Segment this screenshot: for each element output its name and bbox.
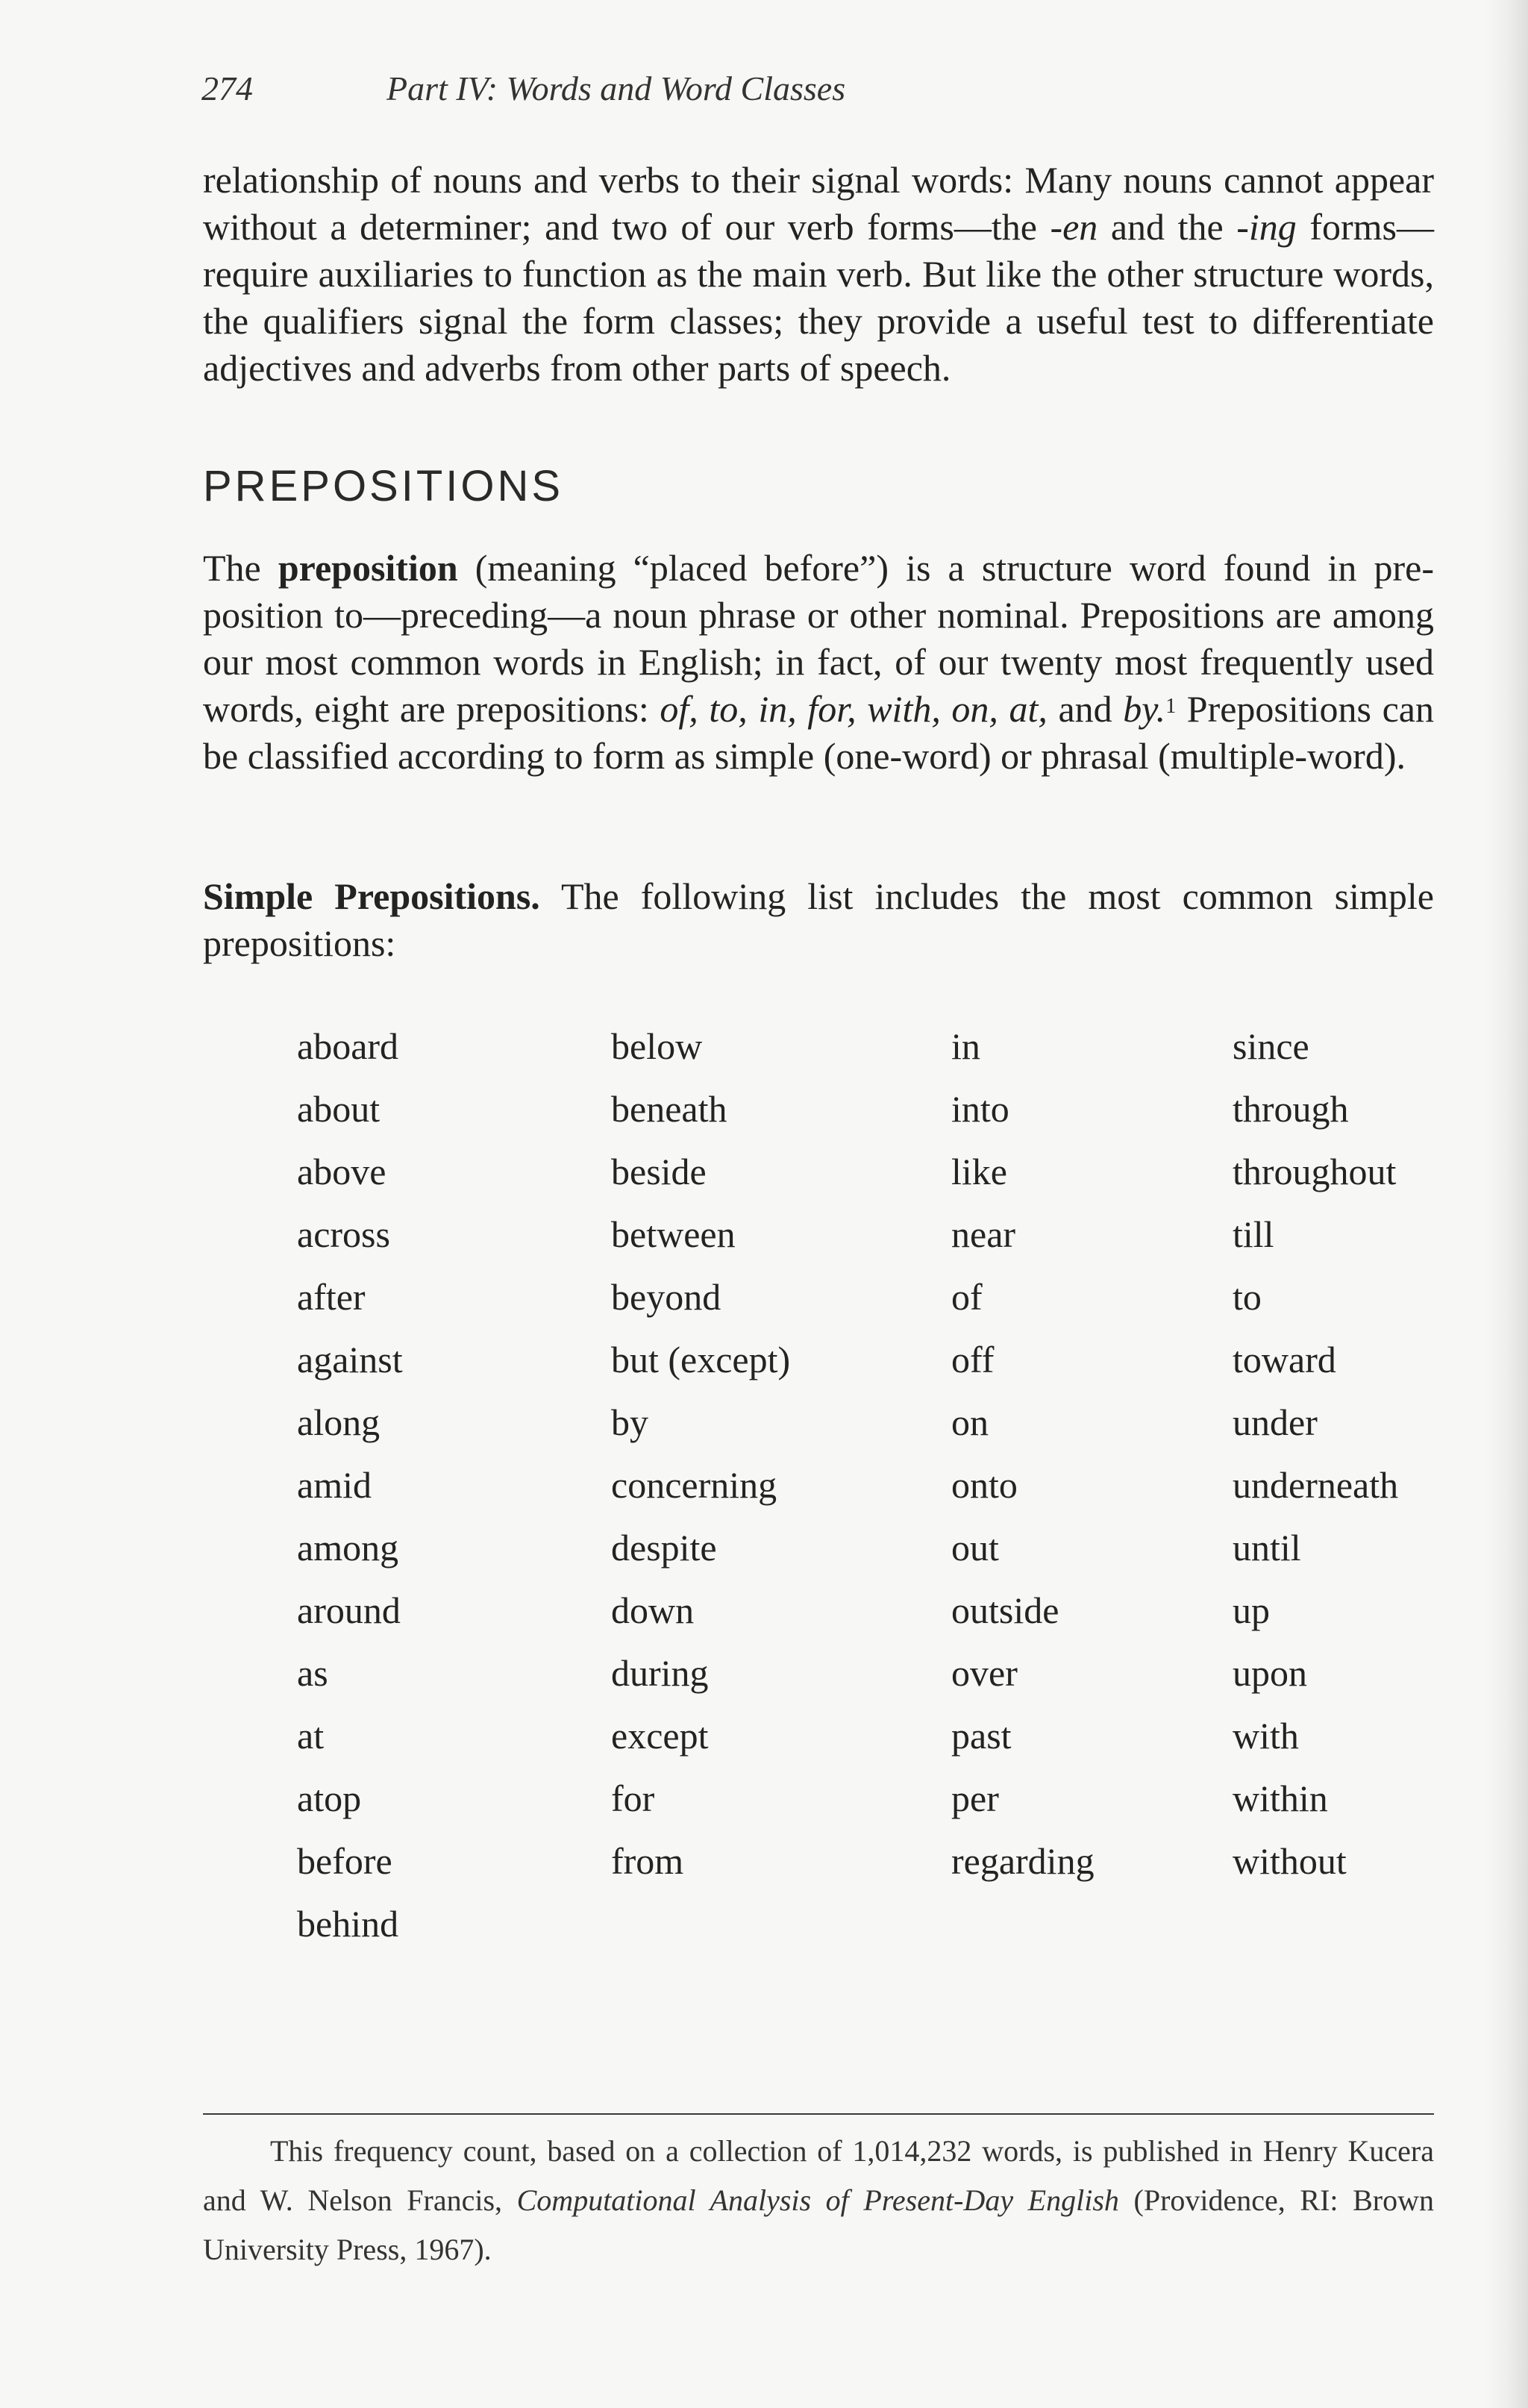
preposition-word: after	[297, 1276, 366, 1318]
intro-text-2: and the	[1098, 206, 1237, 248]
preposition-row	[297, 1579, 1461, 1642]
paragraph-text-1: (meaning “placed before”) is a structure word found in pre-position to—preceding—a noun phrase or other nominal. Prepositions are among our most common words in English; in fact, of our twenty most frequently used words, eight are prepositions:	[203, 547, 1434, 730]
preposition-word: before	[297, 1840, 392, 1882]
running-title: Part IV: Words and Word Classes	[386, 69, 846, 107]
preposition-word: off	[951, 1339, 995, 1380]
preposition-word: aboard	[297, 1025, 399, 1067]
preposition-word: as	[297, 1652, 328, 1694]
preposition-word: per	[951, 1777, 999, 1819]
preposition-row	[297, 1328, 1461, 1391]
footnote-text-1: This frequency count, based on a collection of 1,014,232 words, is published in Henry Kucera and W. Nelson Francis,	[203, 2134, 1434, 2217]
preposition-row	[297, 1015, 1461, 1078]
preposition-word	[611, 1892, 951, 1955]
preposition-row	[297, 1767, 1461, 1830]
preposition-row	[297, 1078, 1461, 1140]
preposition-word: of	[951, 1276, 983, 1318]
preposition-word: above	[297, 1151, 386, 1192]
preposition-word: around	[297, 1589, 401, 1631]
simple-prepositions-intro	[203, 873, 1434, 967]
preposition-row	[297, 1391, 1461, 1454]
preposition-word: until	[1233, 1527, 1301, 1569]
preposition-word: beyond	[611, 1276, 721, 1318]
example-prepositions: of, to, in, for, with, on, at,	[660, 688, 1048, 730]
intro-text-1: relationship of nouns and verbs to their signal words: Many nouns cannot appear without a determiner; and two of our verb forms—the	[203, 159, 1434, 248]
footnote-marker: 1	[1165, 695, 1177, 718]
preposition-word: underneath	[1233, 1464, 1399, 1506]
preposition-word: atop	[297, 1777, 362, 1819]
preposition-word: without	[1233, 1840, 1347, 1882]
footnote-rule	[203, 2113, 1434, 2115]
preposition-word: up	[1233, 1589, 1270, 1631]
preposition-word: among	[297, 1527, 399, 1569]
preposition-row	[297, 1892, 1461, 1955]
preposition-word: across	[297, 1213, 390, 1255]
preposition-word: toward	[1233, 1339, 1336, 1380]
preposition-word: by	[611, 1401, 648, 1443]
preposition-word: in	[951, 1025, 980, 1067]
preposition-word: beneath	[611, 1088, 727, 1130]
preposition-word: except	[611, 1715, 709, 1757]
preposition-row	[297, 1203, 1461, 1266]
intro-paragraph	[203, 157, 1434, 392]
prepositions-list	[297, 1015, 1461, 1955]
preposition-word: on	[951, 1401, 989, 1443]
preposition-word: till	[1233, 1213, 1274, 1255]
ing-form: -ing	[1236, 206, 1297, 248]
preposition-word: upon	[1233, 1652, 1307, 1694]
preposition-word: out	[951, 1527, 999, 1569]
preposition-word: from	[611, 1840, 684, 1882]
preposition-word: like	[951, 1151, 1007, 1192]
prepositions-paragraph	[203, 545, 1434, 780]
preposition-word: regarding	[951, 1840, 1095, 1882]
preposition-word: past	[951, 1715, 1012, 1757]
preposition-word: at	[297, 1715, 325, 1757]
preposition-row	[297, 1516, 1461, 1579]
preposition-word: but (except)	[611, 1339, 791, 1380]
page-number: 274	[201, 69, 253, 107]
preposition-word: onto	[951, 1464, 1018, 1506]
preposition-row	[297, 1266, 1461, 1328]
preposition-word: against	[297, 1339, 403, 1380]
preposition-word: for	[611, 1777, 655, 1819]
preposition-word: under	[1233, 1401, 1318, 1443]
preposition-word: below	[611, 1025, 703, 1067]
preposition-word: concerning	[611, 1464, 777, 1506]
preposition-word: along	[297, 1401, 381, 1443]
preposition-word: through	[1233, 1088, 1349, 1130]
footnote-book-title: Computational Analysis of Present-Day English	[516, 2183, 1119, 2217]
preposition-word: over	[951, 1652, 1018, 1694]
preposition-word: amid	[297, 1464, 372, 1506]
preposition-word: into	[951, 1088, 1009, 1130]
preposition-row	[297, 1830, 1461, 1892]
preposition-word: with	[1233, 1715, 1299, 1757]
preposition-word: since	[1233, 1025, 1309, 1067]
preposition-row	[297, 1454, 1461, 1516]
term-preposition: preposition	[278, 547, 458, 589]
intro-text-3: forms—require auxiliaries to function as the main verb. But like the other structure words, the qualifiers signal the form classes; they provide a useful test to differentiate adjectives and adverbs from other parts of speech.	[203, 206, 1434, 389]
preposition-word: down	[611, 1589, 695, 1631]
subsection-text: The following list includes the most common simple prepositions:	[203, 875, 1435, 964]
paragraph-lead: The	[203, 547, 278, 589]
preposition-word: between	[611, 1213, 736, 1255]
subsection-heading: Simple Prepositions.	[203, 875, 540, 917]
paragraph-text-2: Prepositions can be classified according to form as simple (one-word) or phrasal (multiple-word).	[203, 688, 1434, 777]
preposition-word: throughout	[1233, 1151, 1397, 1192]
preposition-word	[1233, 1892, 1461, 1955]
footnote-text-2: (Providence, RI: Brown University Press, 1967).	[203, 2183, 1434, 2266]
preposition-word: behind	[297, 1903, 399, 1945]
section-heading: PREPOSITIONS	[203, 462, 564, 510]
preposition-row	[297, 1642, 1461, 1704]
preposition-word: despite	[611, 1527, 717, 1569]
running-header	[201, 69, 845, 108]
preposition-word: outside	[951, 1589, 1059, 1631]
en-form: -en	[1050, 206, 1098, 248]
preposition-word: beside	[611, 1151, 707, 1192]
preposition-row	[297, 1140, 1461, 1203]
preposition-word: during	[611, 1652, 709, 1694]
preposition-word: within	[1233, 1777, 1328, 1819]
last-example: by.	[1123, 688, 1166, 730]
page-edge-shadow	[1483, 0, 1528, 2408]
preposition-word: to	[1233, 1276, 1262, 1318]
preposition-word: near	[951, 1213, 1016, 1255]
footnote	[203, 2127, 1434, 2274]
preposition-word	[951, 1892, 1233, 1955]
and-word: and	[1047, 688, 1124, 730]
preposition-row	[297, 1704, 1461, 1767]
preposition-word: about	[297, 1088, 381, 1130]
